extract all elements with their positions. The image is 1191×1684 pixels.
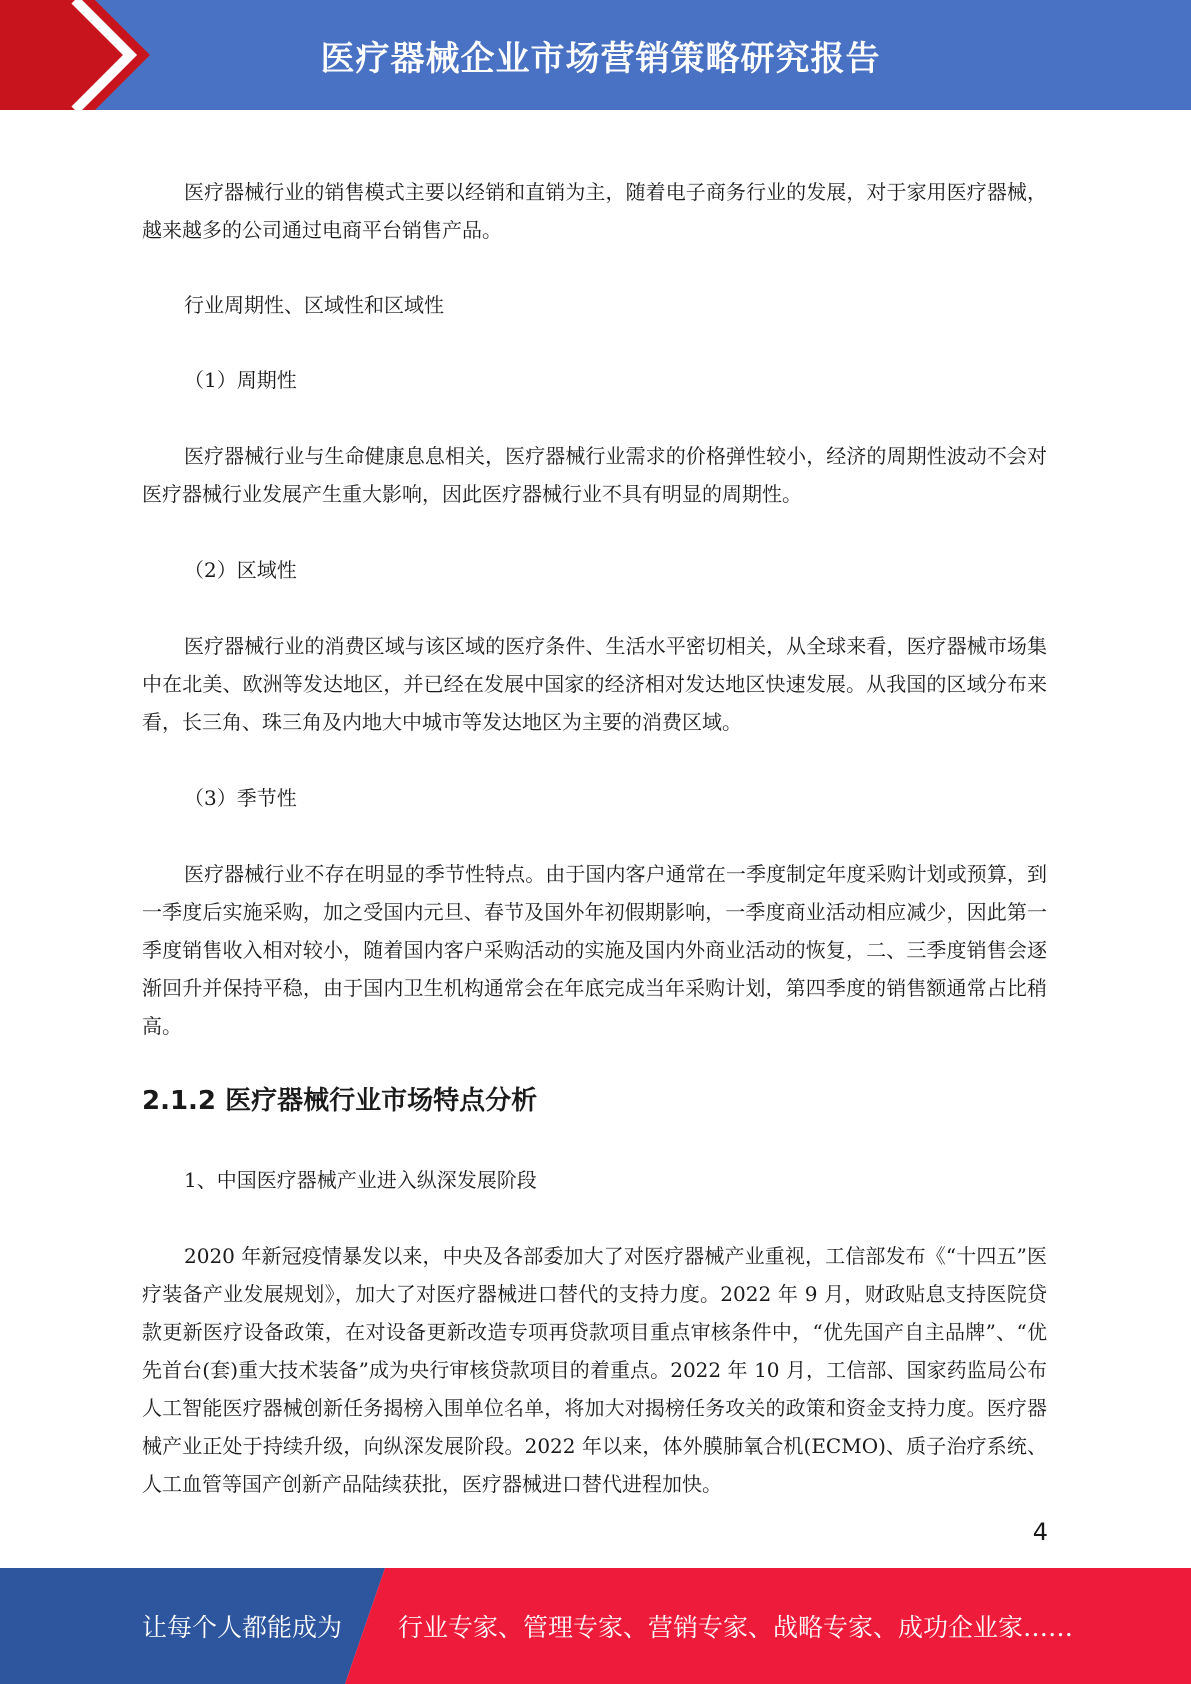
page-footer [0,1568,1191,1684]
page-header [0,0,1191,110]
header-arrow-decoration [0,0,160,110]
subtitle-deep-development: 1、中国医疗器械产业进入纵深发展阶段 [184,1168,537,1192]
paragraph-sales-model: 医疗器械行业的销售模式主要以经销和直销为主，随着电子商务行业的发展，对于家用医疗器械，越来越多的公司通过电商平台销售产品。 [142,180,1047,242]
footer-slogan-left: 让每个人都能成为 [142,1613,343,1642]
subtitle-industry-characteristics: 行业周期性、区域性和区域性 [184,293,444,317]
paragraph-seasonality: 医疗器械行业不存在明显的季节性特点。由于国内客户通常在一季度制定年度采购计划或预算，到一季度后实施采购，加之受国内元旦、春节及国外年初假期影响，一季度商业活动相应减少，因此第一季度销售收入相对较小，随着国内客户采购活动的实施及国内外商业活动的恢复，二、三季度销售会逐渐回升并保持平稳，由于国内卫生机构通常会在年底完成当年采购计划，第四季度的销售额通常占比稍高。 [142,862,1047,1038]
item-cyclicality: （1）周期性 [184,368,297,392]
section-heading: 2.1.2 医疗器械行业市场特点分析 [142,1086,538,1116]
report-title: 医疗器械企业市场营销策略研究报告 [320,38,881,79]
item-seasonality: （3）季节性 [184,786,297,810]
footer-slogan-right: 行业专家、管理专家、营销专家、战略专家、成功企业家…… [398,1613,1074,1642]
paragraph-regionality: 医疗器械行业的消费区域与该区域的医疗条件、生活水平密切相关，从全球来看，医疗器械市场集中在北美、欧洲等发达地区，并已经在发展中国家的经济相对发达地区快速发展。从我国的区域分布来看，长三角、珠三角及内地大中城市等发达地区为主要的消费区域。 [142,634,1047,734]
paragraph-deep-development: 2020 年新冠疫情暴发以来，中央及各部委加大了对医疗器械产业重视，工信部发布《“十四五”医疗装备产业发展规划》，加大了对医疗器械进口替代的支持力度。2022 年 9 月，财政贴息支持医院贷款更新医疗设备政策，在对设备更新改造专项再贷款项目重点审核条件中，“优先国产自主品牌”、“优先首台(套)重大技术装备”成为央行审核贷款项目的着重点。2022 年 10 月，工信部、国家药监局公布人工智能医疗器械创新任务揭榜入围单位名单，将加大对揭榜任务攻关的政策和资金支持力度。医疗器械产业正处于持续升级，向纵深发展阶段。2022 年以来，体外膜肺氧合机(ECMO)、质子治疗系统、人工血管等国产创新产品陆续获批，医疗器械进口替代进程加快。 [142,1244,1047,1496]
paragraph-cyclicality: 医疗器械行业与生命健康息息相关，医疗器械行业需求的价格弹性较小，经济的周期性波动不会对医疗器械行业发展产生重大影响，因此医疗器械行业不具有明显的周期性。 [142,444,1047,506]
item-regionality: （2）区域性 [184,558,297,582]
page-number: 4 [1032,1518,1048,1546]
